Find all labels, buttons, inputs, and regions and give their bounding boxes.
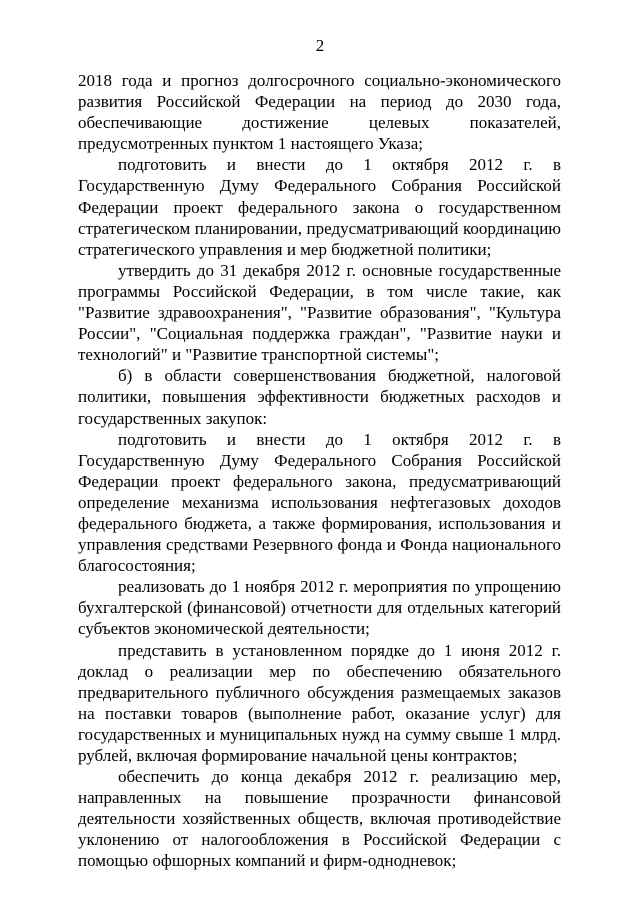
- page-number: 2: [315, 36, 325, 55]
- paragraph: обеспечить до конца декабря 2012 г. реализацию мер, направленных на повышение прозрачности финансовой деятельности хозяйственных обществ, включая противодействие уклонению от налогообложения в Российской Федерации с помощью офшорных компаний и фирм-однодневок;: [78, 767, 561, 871]
- paragraph: реализовать до 1 ноября 2012 г. мероприятия по упрощению бухгалтерской (финансовой) отчетности для отдельных категорий субъектов экономической деятельности;: [78, 577, 561, 639]
- paragraph: подготовить и внести до 1 октября 2012 г. в Государственную Думу Федерального Собрания Российской Федерации проект федерального закона о государственном стратегическом планировании, предусматривающий координацию стратегического управления и мер бюджетной политики;: [78, 155, 561, 259]
- document-body: [78, 70, 561, 872]
- paragraph: 2018 года и прогноз долгосрочного социально-экономического развития Российской Федерации на период до 2030 года, обеспечивающие достижение целевых показателей, предусмотренных пунктом 1 настоящего Указа;: [78, 71, 561, 154]
- paragraph: утвердить до 31 декабря 2012 г. основные государственные программы Российской Федерации, в том числе такие, как "Развитие здравоохранения", "Развитие образования", "Культура России", "Социальная поддержка граждан", "Развитие науки и технологий" и "Развитие транспортной системы";: [78, 260, 561, 365]
- paragraph: подготовить и внести до 1 октября 2012 г. в Государственную Думу Федерального Собрания Российской Федерации проект федерального закона, предусматривающий определение механизма использования нефтегазовых доходов федерального бюджета, а также формирования, использования и управления средствами Резервного фонда и Фонда национального благосостояния;: [78, 429, 561, 576]
- paragraph: представить в установленном порядке до 1 июня 2012 г. доклад о реализации мер по обеспечению обязательного предварительного публичного обсуждения размещаемых заказов на поставки товаров (выполнение работ, оказание услуг) для государственных и муниципальных нужд на сумму свыше 1 млрд. рублей, включая формирование начальной цены контрактов;: [78, 640, 561, 765]
- paragraph: б) в области совершенствования бюджетной, налоговой политики, повышения эффективности бюджетных расходов и государственных закупок:: [78, 366, 561, 428]
